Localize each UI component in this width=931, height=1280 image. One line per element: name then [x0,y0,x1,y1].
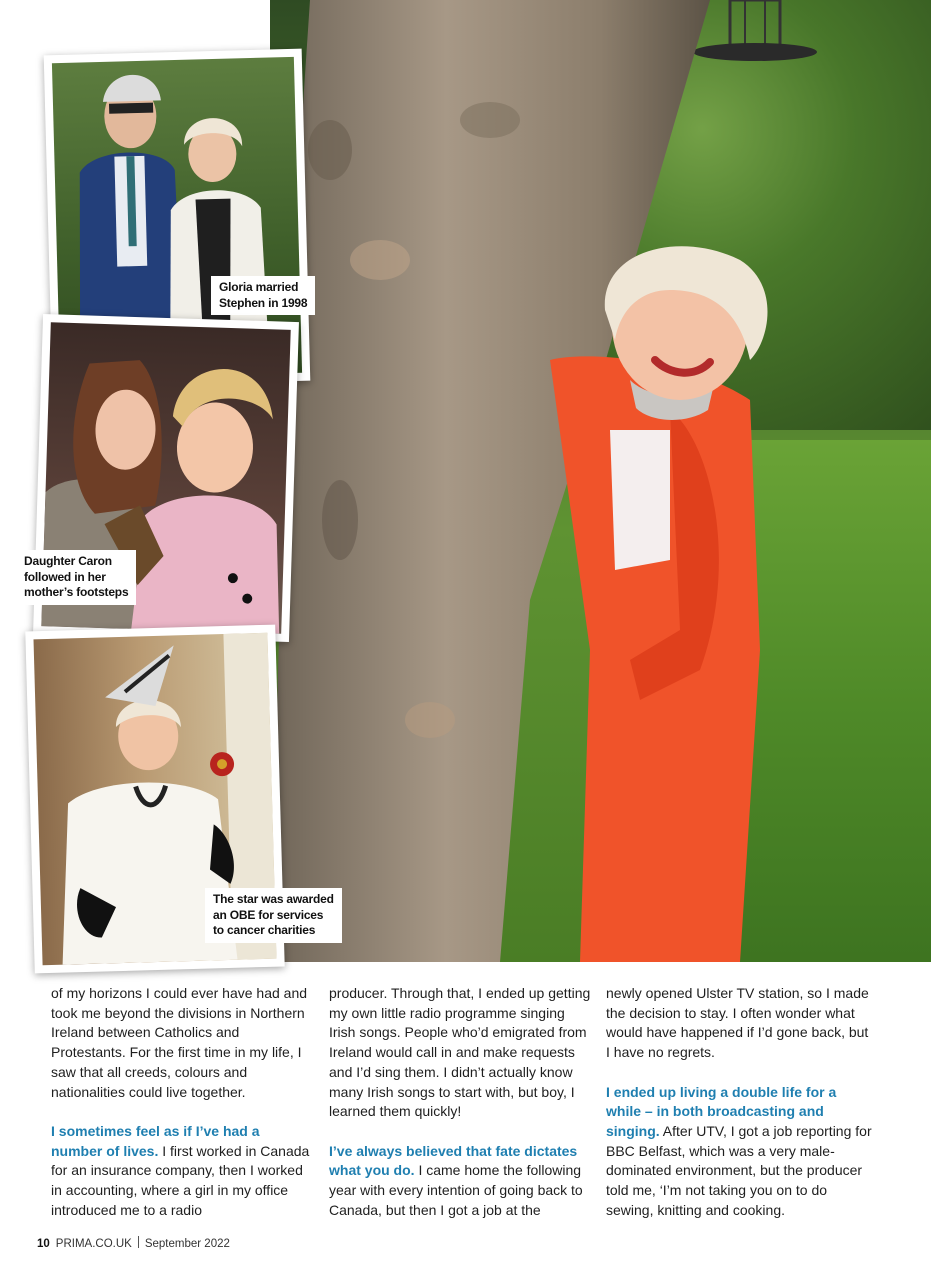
site-name: PRIMA.CO.UK [55,1238,132,1250]
paragraph-text: I first worked in Canada for an insurance company, then I worked in accounting, where a girl in my office introduced me to a radio [51,1142,310,1218]
text-column-1 [51,984,313,1240]
paragraph-text: I came home the following year with every intention of going back to Canada, but then I got a job at the [329,1162,583,1218]
paragraph [329,1142,591,1221]
page-number: 10 [37,1238,50,1250]
highlight-lead: I sometimes feel as if I’ve had a number of lives. [51,1122,260,1159]
divider [138,1236,139,1248]
caption-obe: The star was awarded an OBE for services to cancer charities [205,888,342,943]
highlight-lead: I ended up living a double life for a while – in both broadcasting and singing. [606,1083,837,1139]
paragraph: of my horizons I could ever have had and took me beyond the divisions in Northern Ireland between Catholics and Protestants. For the first time in my life, I saw that all creeds, colours and nationalities could live together. [51,985,308,1100]
text-column-2 [329,984,591,1240]
page-footer [37,1236,230,1250]
paragraph [606,1083,872,1221]
caption-daughter: Daughter Caron followed in her mother’s footsteps [16,550,136,605]
hero-photo [270,0,931,962]
paragraph-text: After UTV, I got a job reporting for BBC Belfast, which was a very male-dominated environment, but the producer told me, ‘I’m not taking you on to do sewing, knitting and cooking. [606,1122,872,1218]
caption-wedding: Gloria married Stephen in 1998 [211,276,315,315]
paragraph: newly opened Ulster TV station, so I made the decision to stay. I often wonder what would have happened if I’d gone back, but I have no regrets. [606,985,869,1061]
woman-in-red-coat [440,230,800,962]
issue-date: September 2022 [144,1238,230,1250]
text-column-3 [606,984,872,1240]
paragraph: producer. Through that, I ended up getting my own little radio programme singing Irish songs. People who’d emigrated from Ireland would call in and make requests and I’d sing them. I didn’t actually know many Irish songs to start with, but boy, I learned them quickly! [329,985,591,1120]
highlight-lead: I’ve always believed that fate dictates what you do. [329,1142,578,1179]
paragraph [51,1122,313,1221]
